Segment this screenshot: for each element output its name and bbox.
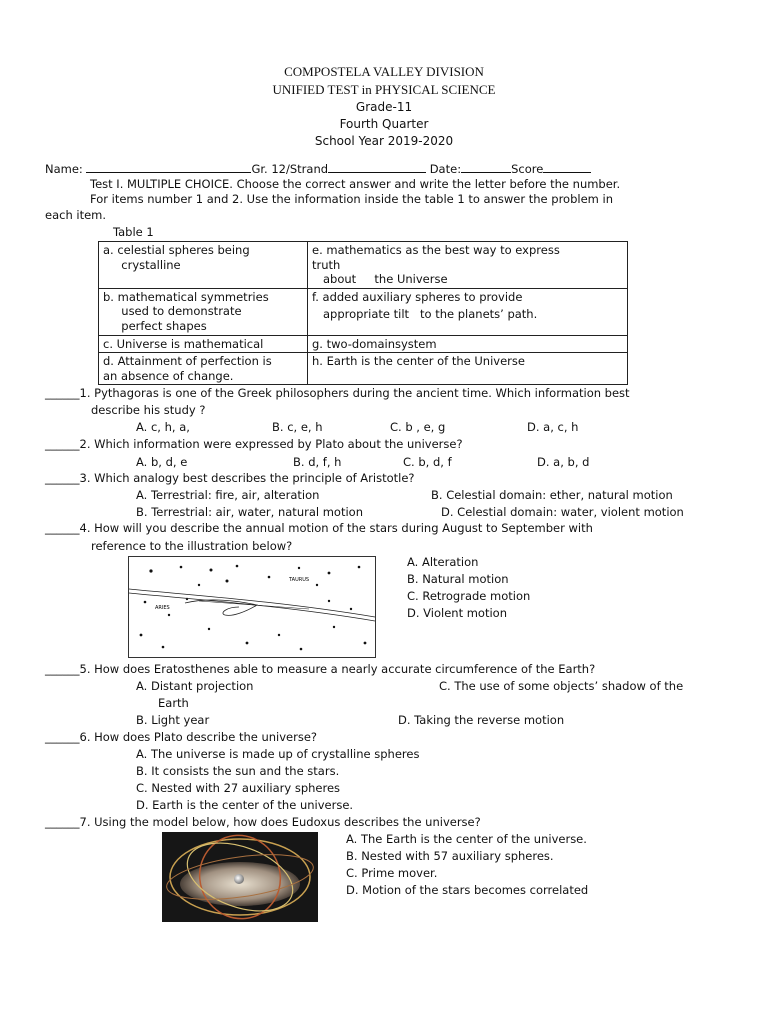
date-label: Date: xyxy=(429,162,462,176)
answer-blank[interactable]: ______ xyxy=(45,815,80,829)
table-cell xyxy=(99,353,308,385)
question-text: 1. Pythagoras is one of the Greek philosophers during the ancient time. Which information best xyxy=(79,386,630,400)
q4-option-d[interactable]: D. Violent motion xyxy=(407,606,508,620)
table-row xyxy=(99,288,628,335)
answer-blank[interactable]: ______ xyxy=(45,437,80,451)
ecliptic-line xyxy=(129,589,375,617)
q5-option-c[interactable]: C. The use of some objects’ shadow of the xyxy=(439,679,684,693)
table-row xyxy=(99,353,628,385)
taurus-label: TAURUS xyxy=(289,577,310,583)
cell-line: truth xyxy=(312,257,341,272)
q7-option-c[interactable]: C. Prime mover. xyxy=(346,866,438,880)
q5-option-b[interactable]: B. Light year xyxy=(136,713,210,727)
q3-option-d[interactable]: D. Celestial domain: water, violent motion xyxy=(441,505,684,519)
answer-blank[interactable]: ______ xyxy=(45,471,80,485)
q2-option-a[interactable]: A. b, d, e xyxy=(136,455,188,469)
q4-option-b[interactable]: B. Natural motion xyxy=(407,572,509,586)
question-1-cont: describe his study ? xyxy=(91,403,206,417)
question-2 xyxy=(45,437,463,451)
grade-label: Gr. 12/Strand xyxy=(251,162,329,176)
q3-option-a[interactable]: A. Terrestrial: fire, air, alteration xyxy=(136,488,320,502)
q7-option-d[interactable]: D. Motion of the stars becomes correlated xyxy=(346,883,589,897)
aries-label: ARIES xyxy=(155,605,170,611)
q4-option-c[interactable]: C. Retrograde motion xyxy=(407,589,531,603)
q5-option-c-cont: Earth xyxy=(158,696,189,710)
cell-line: an absence of change. xyxy=(103,368,234,383)
question-4-cont: reference to the illustration below? xyxy=(91,539,293,553)
division-title: COMPOSTELA VALLEY DIVISION xyxy=(284,64,484,79)
info-table xyxy=(98,241,628,385)
question-7 xyxy=(45,815,481,829)
answer-blank[interactable]: ______ xyxy=(45,662,80,676)
question-text: 2. Which information were expressed by Plato about the universe? xyxy=(79,437,463,451)
school-year: School Year 2019-2020 xyxy=(314,134,454,148)
earth-sphere xyxy=(234,874,244,884)
answer-blank[interactable]: ______ xyxy=(45,386,80,400)
question-6 xyxy=(45,730,317,744)
q1-option-b[interactable]: B. c, e, h xyxy=(272,420,323,434)
table-row xyxy=(99,335,628,353)
q2-option-d[interactable]: D. a, b, d xyxy=(537,455,590,469)
q6-option-b[interactable]: B. It consists the sun and the stars. xyxy=(136,764,340,778)
cell-line: about the Universe xyxy=(312,272,448,286)
cell-line: h. Earth is the center of the Universe xyxy=(312,354,525,368)
q6-option-a[interactable]: A. The universe is made up of crystalline spheres xyxy=(136,747,420,761)
question-4 xyxy=(45,521,593,535)
name-label: Name: xyxy=(45,162,83,176)
grade-level: Grade-11 xyxy=(355,100,413,114)
table-cell xyxy=(308,335,628,353)
q3-option-c[interactable]: B. Terrestrial: air, water, natural motion xyxy=(136,505,364,519)
question-1 xyxy=(45,386,630,400)
question-text: 5. How does Eratosthenes able to measure a nearly accurate circumference of the Earth? xyxy=(79,662,596,676)
q1-option-c[interactable]: C. b , e, g xyxy=(390,420,446,434)
cell-line: b. mathematical symmetries xyxy=(103,289,269,304)
cell-line: f. added auxiliary spheres to provide xyxy=(312,289,523,304)
cell-line: a. celestial spheres being xyxy=(103,243,250,257)
table-cell xyxy=(99,288,308,335)
star-map-svg xyxy=(129,557,375,657)
question-text: 4. How will you describe the annual motion of the stars during August to September with xyxy=(79,521,593,535)
cell-line: g. two-domainsystem xyxy=(312,336,437,351)
q4-option-a[interactable]: A. Alteration xyxy=(407,555,479,569)
q2-option-c[interactable]: C. b, d, f xyxy=(403,455,452,469)
answer-blank[interactable]: ______ xyxy=(45,730,80,744)
name-field[interactable] xyxy=(86,161,251,173)
retrograde-loop xyxy=(185,600,257,615)
table-cell xyxy=(99,335,308,353)
table-caption: Table 1 xyxy=(113,225,154,239)
eudoxus-model-svg xyxy=(162,832,318,922)
date-field[interactable] xyxy=(461,161,511,173)
cell-line: d. Attainment of perfection is xyxy=(103,354,272,368)
question-text: 7. Using the model below, how does Eudoxus describes the universe? xyxy=(79,815,481,829)
score-label: Score xyxy=(511,162,544,176)
strand-field[interactable] xyxy=(328,161,426,173)
cell-line: appropriate tilt to the planets’ path. xyxy=(312,307,538,321)
q7-option-a[interactable]: A. The Earth is the center of the universe. xyxy=(346,832,587,846)
answer-blank[interactable]: ______ xyxy=(45,521,80,535)
q2-option-b[interactable]: B. d, f, h xyxy=(293,455,342,469)
q1-option-d[interactable]: D. a, c, h xyxy=(527,420,579,434)
table-cell xyxy=(99,242,308,289)
cell-line: perfect shapes xyxy=(103,318,207,333)
info-line xyxy=(45,161,591,176)
cell-line: used to demonstrate xyxy=(103,304,242,318)
q5-option-d[interactable]: D. Taking the reverse motion xyxy=(398,713,565,727)
instructions-line-2: For items number 1 and 2. Use the information inside the table 1 to answer the problem in xyxy=(90,192,614,206)
cell-line: e. mathematics as the best way to express xyxy=(312,243,560,257)
q1-option-a[interactable]: A. c, h, a, xyxy=(136,420,190,434)
q3-option-b[interactable]: B. Celestial domain: ether, natural motion xyxy=(431,488,673,502)
q6-option-c[interactable]: C. Nested with 27 auxiliary spheres xyxy=(136,781,341,795)
q7-option-b[interactable]: B. Nested with 57 auxiliary spheres. xyxy=(346,849,554,863)
table-row xyxy=(99,242,628,289)
table-cell xyxy=(308,288,628,335)
instructions-line-1: Test I. MULTIPLE CHOICE. Choose the correct answer and write the letter before the number. xyxy=(90,177,621,191)
score-field[interactable] xyxy=(543,161,591,173)
cell-line: crystalline xyxy=(103,257,181,272)
question-5 xyxy=(45,662,595,676)
question-text: 3. Which analogy best describes the principle of Aristotle? xyxy=(79,471,415,485)
question-text: 6. How does Plato describe the universe? xyxy=(79,730,318,744)
star-map-illustration xyxy=(128,556,376,658)
q6-option-d[interactable]: D. Earth is the center of the universe. xyxy=(136,798,354,812)
instructions-line-3: each item. xyxy=(45,208,107,222)
table-cell xyxy=(308,353,628,385)
q5-option-a[interactable]: A. Distant projection xyxy=(136,679,254,693)
table-cell xyxy=(308,242,628,289)
quarter: Fourth Quarter xyxy=(339,117,429,131)
test-title: UNIFIED TEST in PHYSICAL SCIENCE xyxy=(272,82,496,97)
cell-line: c. Universe is mathematical xyxy=(103,336,264,351)
eudoxus-model-image xyxy=(162,832,318,922)
question-3 xyxy=(45,471,415,485)
